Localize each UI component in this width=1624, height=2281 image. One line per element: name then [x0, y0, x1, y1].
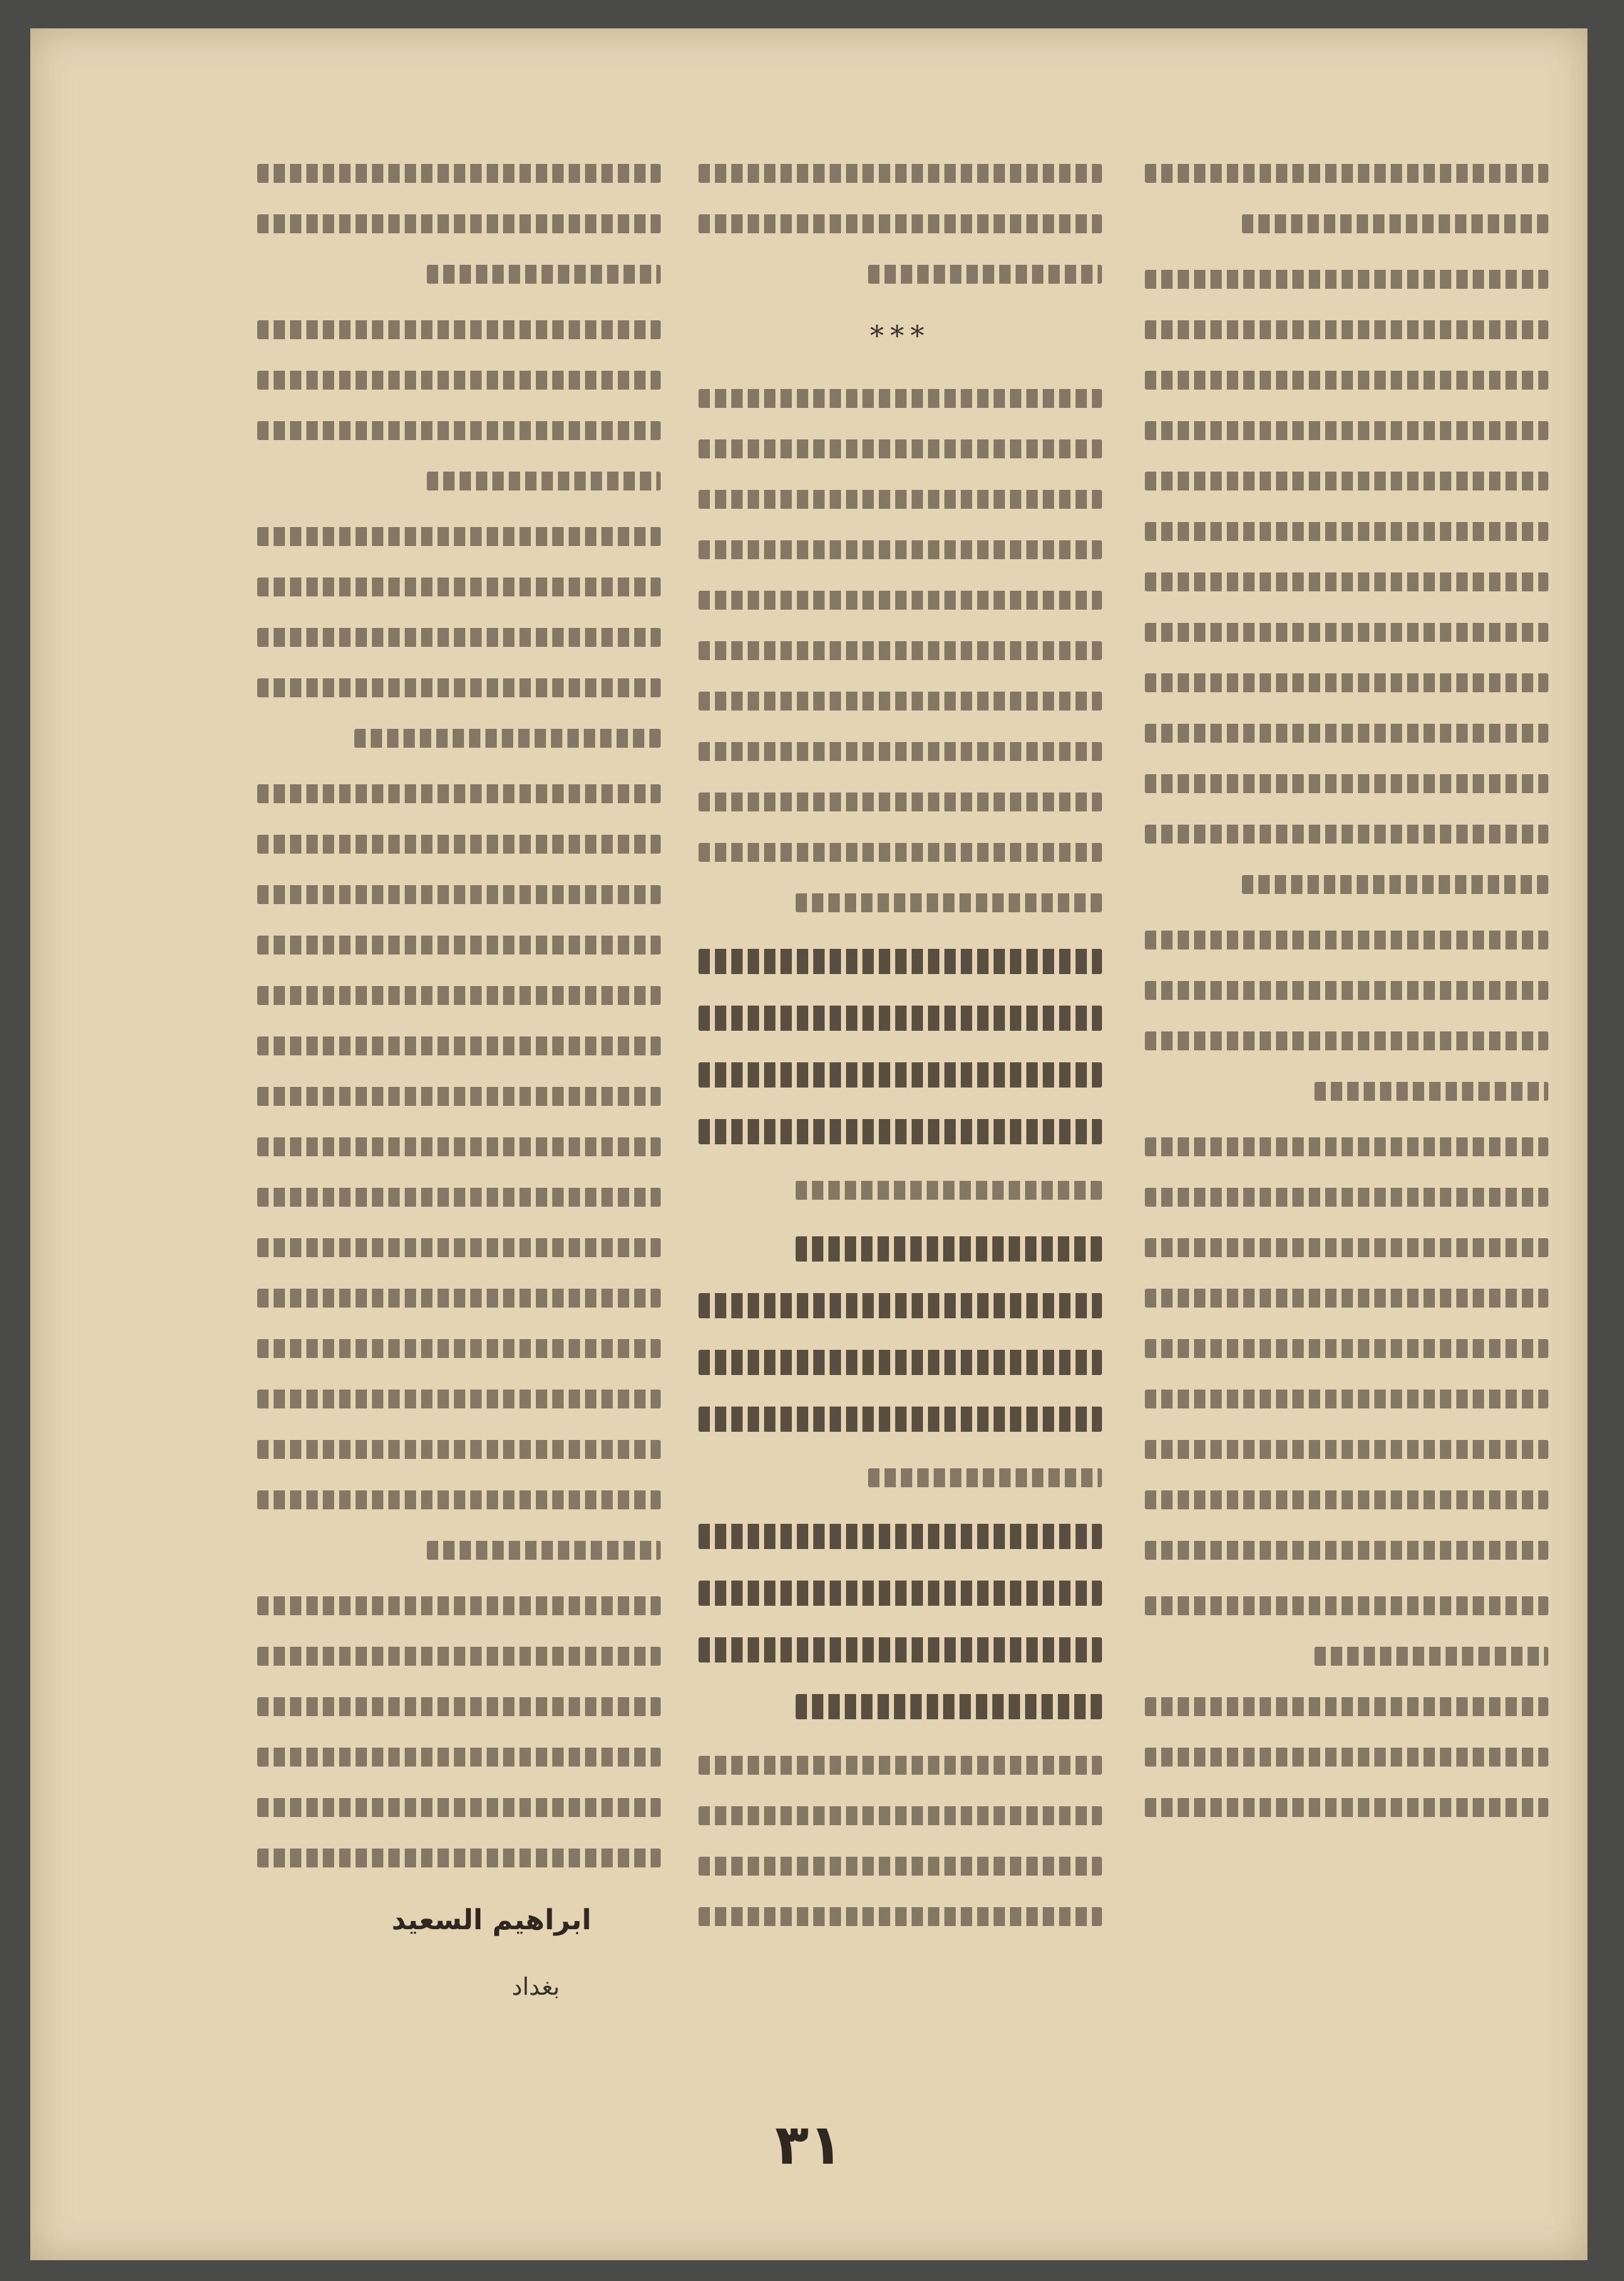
section-separator: ***: [870, 320, 931, 352]
paragraph: [257, 527, 661, 748]
magazine-page: [30, 28, 1587, 2260]
column-left: [257, 164, 661, 2011]
paragraph: [699, 389, 1102, 912]
paragraph: [1145, 1137, 1548, 1560]
column-right: [1145, 164, 1548, 2011]
column-middle: [699, 164, 1102, 2011]
paragraph: [257, 320, 661, 490]
verse: [699, 1524, 1102, 1719]
paragraph: [257, 1596, 661, 1867]
paragraph: [1145, 1596, 1548, 1817]
author-place: بغداد: [511, 1973, 560, 2000]
paragraph: [1145, 931, 1548, 1101]
paragraph: [1145, 164, 1548, 233]
paragraph: [699, 1468, 1102, 1487]
paragraph: [1145, 270, 1548, 894]
paragraph: [257, 784, 661, 1560]
verse: [699, 1236, 1102, 1432]
page-number: ٣١: [775, 2112, 843, 2177]
paragraph: [257, 164, 661, 284]
verse: [699, 949, 1102, 1144]
author-signature: ابراهيم السعيد: [392, 1904, 591, 1936]
paragraph: [699, 164, 1102, 284]
paragraph: [699, 1756, 1102, 1926]
paragraph: [699, 1181, 1102, 1200]
